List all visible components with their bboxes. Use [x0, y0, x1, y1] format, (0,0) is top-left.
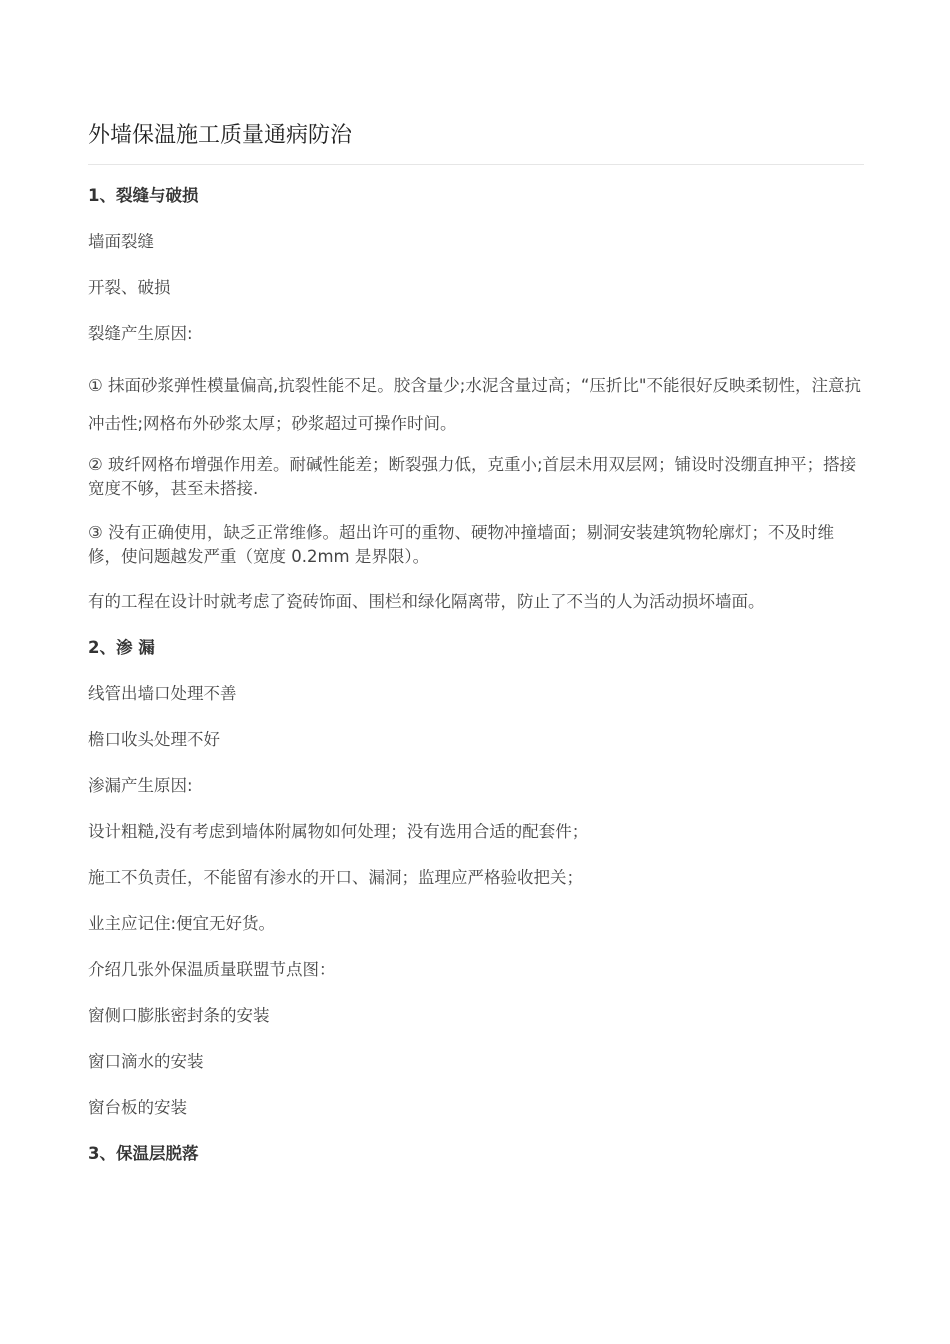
- document-page: [88, 118, 864, 1187]
- paragraph: 窗台板的安装: [88, 1098, 187, 1117]
- paragraph: 介绍几张外保温质量联盟节点图：: [88, 960, 336, 979]
- paragraph: 线管出墙口处理不善: [88, 684, 237, 703]
- paragraph: 开裂、破损: [88, 278, 171, 297]
- paragraph: 窗侧口膨胀密封条的安装: [88, 1006, 270, 1025]
- paragraph-cause-2: ② 玻纤网格布增强作用差。耐碱性能差；断裂强力低，克重小;首层未用双层网；铺设时没绷直抻平；搭接宽度不够，甚至未搭接.: [88, 455, 857, 498]
- paragraph: 设计粗糙,没有考虑到墙体附属物如何处理；没有选用合适的配套件；: [88, 822, 589, 841]
- paragraph: 渗漏产生原因:: [88, 776, 193, 795]
- paragraph: 施工不负责任，不能留有渗水的开口、漏洞；监理应严格验收把关；: [88, 868, 583, 887]
- page-title: 外墙保温施工质量通病防治: [88, 118, 864, 165]
- section-heading-insulation-detachment: 3、保温层脱落: [88, 1144, 199, 1163]
- section-heading-leakage: 2、渗 漏: [88, 638, 155, 657]
- paragraph: 业主应记住:便宜无好货。: [88, 914, 276, 933]
- paragraph-cause-3: ③ 没有正确使用，缺乏正常维修。超出许可的重物、硬物冲撞墙面；剔洞安装建筑物轮廓灯；不及时维修，使问题越发严重（宽度 0.2mm 是界限）。: [88, 523, 835, 566]
- paragraph-cause-1: ① 抹面砂浆弹性模量偏高,抗裂性能不足。胶含量少;水泥含量过高；“压折比"不能很好反映柔韧性，注意抗冲击性;网格布外砂浆太厚；砂浆超过可操作时间。: [88, 376, 861, 433]
- paragraph: 檐口收头处理不好: [88, 730, 220, 749]
- paragraph: 裂缝产生原因:: [88, 324, 193, 343]
- paragraph: 有的工程在设计时就考虑了瓷砖饰面、围栏和绿化隔离带，防止了不当的人为活动损坏墙面。: [88, 592, 765, 611]
- paragraph: 墙面裂缝: [88, 232, 154, 251]
- paragraph: 窗口滴水的安装: [88, 1052, 204, 1071]
- section-heading-cracks: 1、裂缝与破损: [88, 186, 199, 205]
- document-body: [88, 183, 864, 1167]
